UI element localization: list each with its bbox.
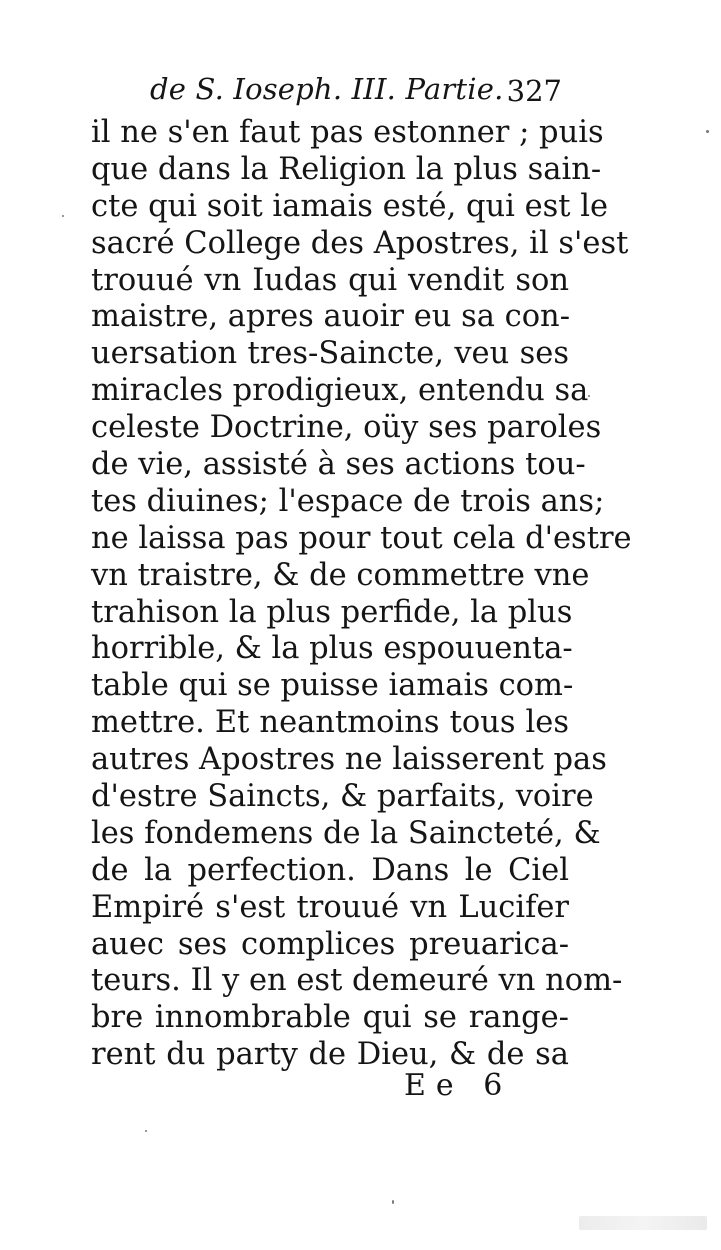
text-line: teurs. Il y en est demeuré vn nom- xyxy=(91,963,623,999)
text-line: rent du party de Dieu, & de sa xyxy=(91,1037,569,1073)
text-line: que dans la Religion la plus sain- xyxy=(91,151,602,187)
text-line: autres Apostres ne laisserent pas xyxy=(91,742,607,778)
signature-mark: Ee 6 xyxy=(404,1068,513,1103)
text-line: mettre. Et neantmoins tous les xyxy=(91,705,569,741)
text-line: table qui se puisse iamais com- xyxy=(91,668,574,704)
print-speck xyxy=(706,130,709,133)
scan-watermark xyxy=(579,1216,707,1230)
text-line: maistre, apres auoir eu sa con- xyxy=(91,299,571,335)
text-line: cte qui soit iamais esté, qui est le xyxy=(91,188,609,224)
text-line: d'estre Saincts, & parfaits, voire xyxy=(91,779,594,815)
text-line: trouué vn Iudas qui vendit son xyxy=(91,262,569,298)
text-line: bre innombrable qui se range- xyxy=(91,1000,569,1036)
text-line: vn traistre, & de commettre vne xyxy=(91,557,590,593)
print-speck xyxy=(588,395,590,397)
text-line: Empiré s'est trouué vn Lucifer xyxy=(91,889,569,925)
text-line: il ne s'en faut pas estonner ; puis xyxy=(91,115,604,150)
text-line: trahison la plus perfide, la plus xyxy=(91,594,573,630)
body-text xyxy=(91,115,632,1074)
page-number: 327 xyxy=(506,74,562,108)
text-line: uersation tres-Saincte, veu ses xyxy=(91,336,569,372)
text-line: de la perfection. Dans le Ciel xyxy=(91,852,569,888)
running-head xyxy=(150,72,570,112)
text-line: les fondemens de la Saincteté, & xyxy=(91,815,601,851)
print-speck xyxy=(392,1200,394,1204)
text-line: miracles prodigieux, entendu sa xyxy=(91,373,589,409)
running-head-title: de S. Ioseph. III. Partie. xyxy=(150,72,504,106)
text-line: tes diuines; l'espace de trois ans; xyxy=(91,483,605,519)
text-line: horrible, & la plus espouuenta- xyxy=(91,631,573,667)
text-line: de vie, assisté à ses actions tou- xyxy=(91,447,586,483)
text-line: auec ses complices preuarica- xyxy=(91,926,569,962)
print-speck xyxy=(62,215,64,217)
print-speck xyxy=(145,1130,147,1132)
text-line: sacré College des Apostres, il s'est xyxy=(91,225,629,261)
text-line: celeste Doctrine, oüy ses paroles xyxy=(91,410,602,446)
text-line: ne laissa pas pour tout cela d'estre xyxy=(91,520,632,556)
